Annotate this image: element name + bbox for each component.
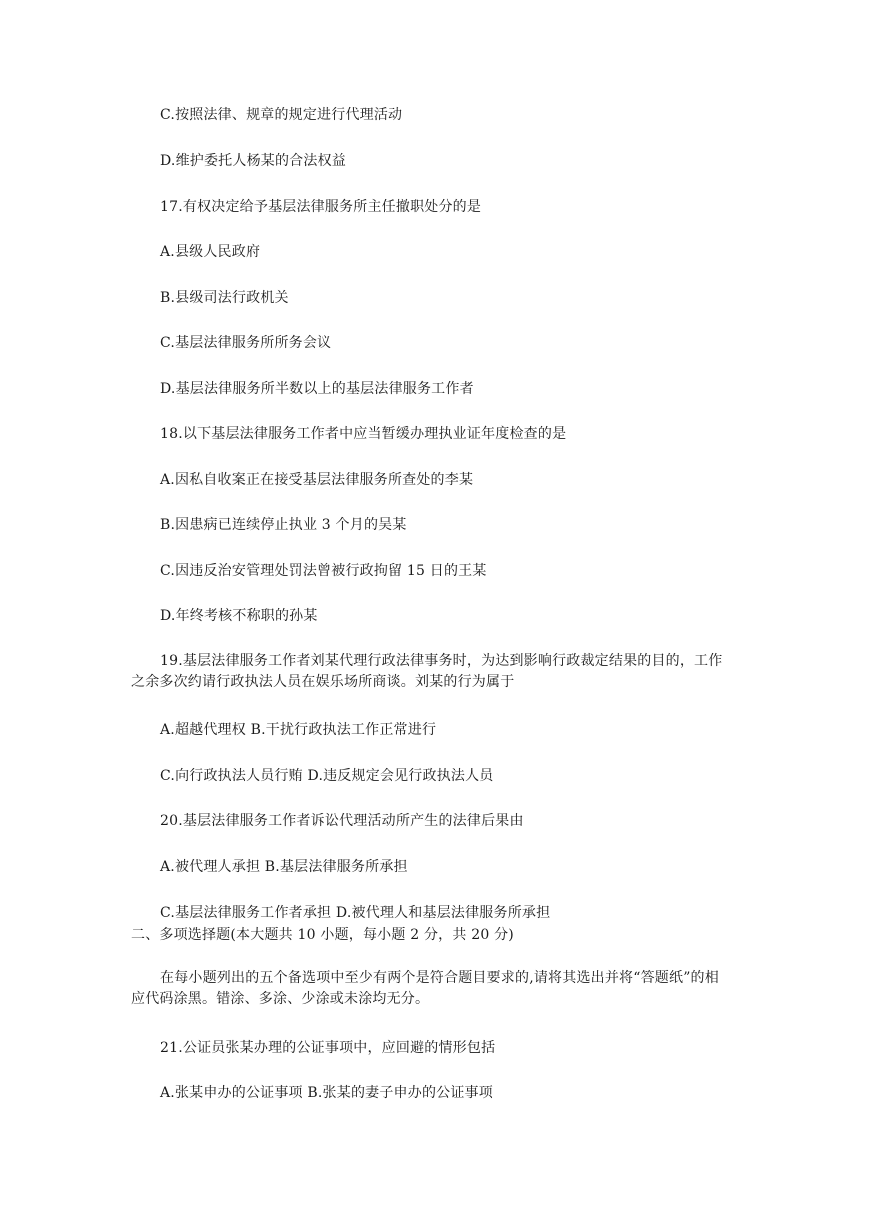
option-19ab: A.超越代理权 B.干扰行政执法工作正常进行: [160, 722, 437, 738]
option-18a: A.因私自收案正在接受基层法律服务所查处的李某: [160, 472, 474, 488]
section-heading-multiple-choice: 二、多项选择题(本大题共 10 小题，每小题 2 分，共 20 分): [131, 927, 514, 943]
option-21ab: A.张某申办的公证事项 B.张某的妻子申办的公证事项: [160, 1085, 493, 1101]
option-20ab: A.被代理人承担 B.基层法律服务所承担: [160, 859, 408, 875]
option-18b: B.因患病已连续停止执业 3 个月的吴某: [160, 517, 407, 533]
question-19: 19.基层法律服务工作者刘某代理行政法律事务时，为达到影响行政裁定结果的目的，工作之余多次约请行政执法人员在娱乐场所商谈。刘某的行为属于: [131, 653, 723, 690]
section-instructions: 在每小题列出的五个备选项中至少有两个是符合题目要求的,请将其选出并将“答题纸”的相应代码涂黑。错涂、多涂、少涂或未涂均无分。: [131, 970, 719, 1007]
option-20cd: C.基层法律服务工作者承担 D.被代理人和基层法律服务所承担: [160, 905, 551, 921]
option-16c: C.按照法律、规章的规定进行代理活动: [160, 107, 403, 123]
question-20: 20.基层法律服务工作者诉讼代理活动所产生的法律后果由: [160, 813, 524, 829]
option-17d: D.基层法律服务所半数以上的基层法律服务工作者: [160, 381, 474, 397]
option-16d: D.维护委托人杨某的合法权益: [160, 153, 346, 169]
question-18: 18.以下基层法律服务工作者中应当暂缓办理执业证年度检查的是: [160, 426, 567, 442]
option-17a: A.县级人民政府: [160, 244, 261, 260]
option-17b: B.县级司法行政机关: [160, 290, 289, 306]
option-18c: C.因违反治安管理处罚法曾被行政拘留 15 日的王某: [160, 563, 487, 579]
option-17c: C.基层法律服务所所务会议: [160, 335, 332, 351]
option-18d: D.年终考核不称职的孙某: [160, 608, 318, 624]
question-21: 21.公证员张某办理的公证事项中，应回避的情形包括: [160, 1040, 496, 1056]
option-19cd: C.向行政执法人员行贿 D.违反规定会见行政执法人员: [160, 768, 494, 784]
question-17: 17.有权决定给予基层法律服务所主任撤职处分的是: [160, 199, 482, 215]
